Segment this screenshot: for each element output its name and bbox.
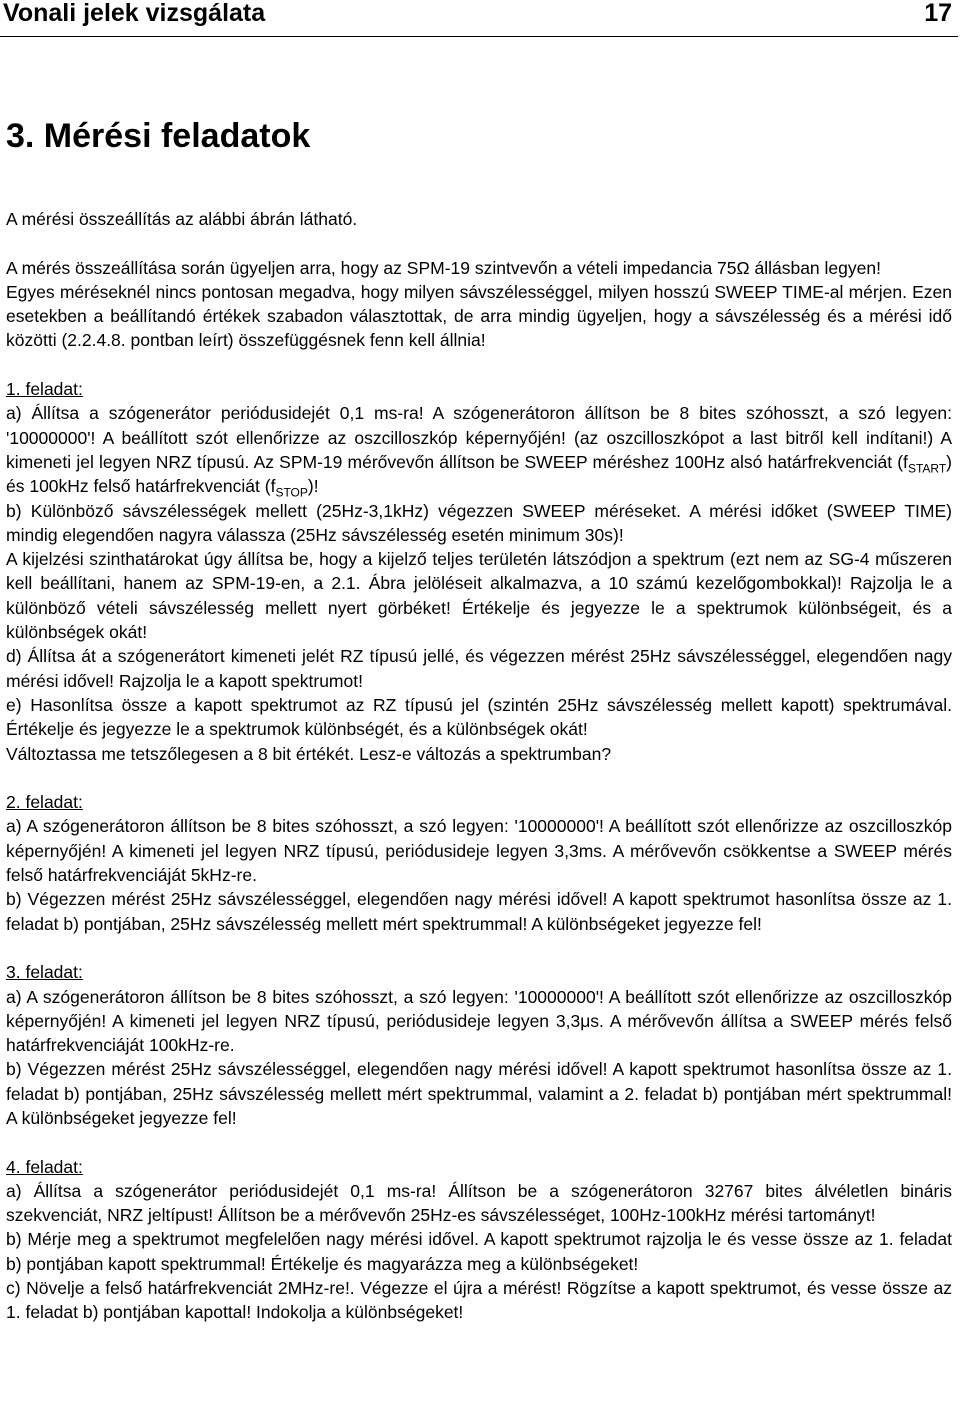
section-title: 3. Mérési feladatok [6, 117, 311, 155]
intro-paragraph-3: Egyes méréseknél nincs pontosan megadva, hogy milyen sávszélességgel, milyen hosszú SWEEP TIME-al mérjen. Ezen esetekben a beállítandó értékek szabadon választottak, de arra mindig ügyeljen, hogy a sávszélesség és a mérési idő közötti (2.2.4.8. pontban leírt) összefüggésnek fenn kell állnia! [6, 281, 952, 351]
page-number: 17 [924, 0, 952, 27]
intro-paragraph-1: A mérési összeállítás az alábbi ábrán látható. [6, 209, 358, 229]
task4-item-a: a) Állítsa a szógenerátor periódusidejét 0,1 ms-ra! Állítson be a szógenerátoron 32767 bites álvéletlen bináris szekvenciát, NRZ jeltípust! Állítson be a mérővevőn 25Hz-es sávszélességet, 100Hz-100kHz mérési tartományt! [6, 1180, 952, 1226]
task1-item-d: d) Állítsa át a szógenerátort kimeneti jelét RZ típusú jellé, és végezzen mérést 25Hz sávszélességgel, elegendően nagy mérési idővel! Rajzolja le a kapott spektrumot! [6, 646, 952, 691]
task1-item-b: b) Különböző sávszélességek mellett (25Hz-3,1kHz) végezzen SWEEP méréseket. A mérési időket (SWEEP TIME) mindig elegendően nagyra válassza (25Hz sávszélesség esetén minimum 30s)! [6, 500, 952, 545]
task2-item-b: b) Végezzen mérést 25Hz sávszélességgel, elegendően nagy mérési idővel! A kapott spektrumot hasonlítsa össze az 1. feladat b) pontjában, 25Hz sávszélesség mellett mért spektrummal! A különbségeket jegyezze fel! [6, 889, 952, 934]
header-divider [0, 36, 958, 37]
task3-heading: 3. feladat: [6, 962, 83, 983]
task4-heading: 4. feladat: [6, 1156, 83, 1177]
document-body [6, 207, 952, 1325]
task2-heading: 2. feladat: [6, 792, 83, 813]
task1-heading: 1. feladat: [6, 379, 83, 400]
header-title: Vonali jelek vizsgálata [3, 0, 266, 27]
task4-item-c: c) Növelje a felső határfrekvenciát 2MHz-re!. Végezze el újra a mérést! Rögzítse a kapott spektrumot, és vesse össze az 1. feladat b) pontjában kapottal! Indokolja a különbségeket! [6, 1278, 952, 1323]
task3-item-a: a) A szógenerátoron állítson be 8 bites szóhosszt, a szó legyen: '10000000'! A beállított szót ellenőrizze az oszcilloszkóp képernyőjén! A kimeneti jel legyen NRZ típusú, periódusideje legyen 3,3μs. A mérővevőn állítsa a SWEEP mérés felső határfrekvenciáját 100kHz-re. [6, 986, 952, 1056]
page-header [0, 0, 960, 36]
task1-item-f: Változtassa me tetszőlegesen a 8 bit értékét. Lesz-e változás a spektrumban? [6, 743, 612, 764]
task3-item-b: b) Végezzen mérést 25Hz sávszélességgel, elegendően nagy mérési idővel! A kapott spektrumot hasonlítsa össze az 1. feladat b) pontjában, 25Hz sávszélesség mellett mért spektrummal, valamint a 2. feladat b) pontjában mért spektrummal! A különbségeket jegyezze fel! [6, 1059, 952, 1128]
task1-item-e: e) Hasonlítsa össze a kapott spektrumot az RZ típusú jel (szintén 25Hz sávszélesség mellett kapott) spektrumával. Értékelje és jegyezze le a spektrumok különbségét, és a különbségek okát! [6, 694, 952, 740]
task2-item-a: a) A szógenerátoron állítson be 8 bites szóhosszt, a szó legyen: '10000000'! A beállított szót ellenőrizze az oszcilloszkóp képernyőjén! A kimeneti jel legyen NRZ típusú, periódusideje legyen 3,3ms. A mérővevőn csökkentse a SWEEP mérés felső határfrekvenciáját 5kHz-re. [6, 816, 952, 886]
intro-paragraph-2: A mérés összeállítása során ügyeljen arra, hogy az SPM-19 szintvevőn a vételi impedancia 75Ω állásban legyen! [6, 257, 881, 278]
task1-item-c: A kijelzési szinthatárokat úgy állítsa be, hogy a kijelző teljes területén látszódjon a spektrum (ezt nem az SG-4 műszeren kell beállítani, hanem az SPM-19-en, a 2.1. Ábra jelöléseit alkalmazva, a 10 számú kezelőgombokkal)! Rajzolja le a különböző vételi sávszélesség mellett nyert görbéket! Értékelje és jegyezze le a spektrumok különbségeit, és a különbségek okát! [6, 549, 952, 643]
task4-item-b: b) Mérje meg a spektrumot megfelelően nagy mérési idővel. A kapott spektrumot rajzolja le és vesse össze az 1. feladat b) pontjában kapott spektrummal! Értékelje és magyarázza meg a különbségeket! [6, 1229, 952, 1274]
task1-item-a: a) Állítsa a szógenerátor periódusidejét 0,1 ms-ra! A szógenerátoron állítson be 8 bites szóhosszt, a szó legyen: '10000000'! A beállított szót ellenőrizze az oszcilloszkóp képernyőjén! (az oszcilloszkópot a last bitről kell indítani!) A kimeneti jel legyen NRZ típusú. Az SPM-19 mérővevőn állítson be SWEEP méréshez 100Hz alsó határfrekvenciát $(f_{START})$ és 100kHz felső határfrekvenciát $(f_{STOP})$! [6, 403, 952, 500]
